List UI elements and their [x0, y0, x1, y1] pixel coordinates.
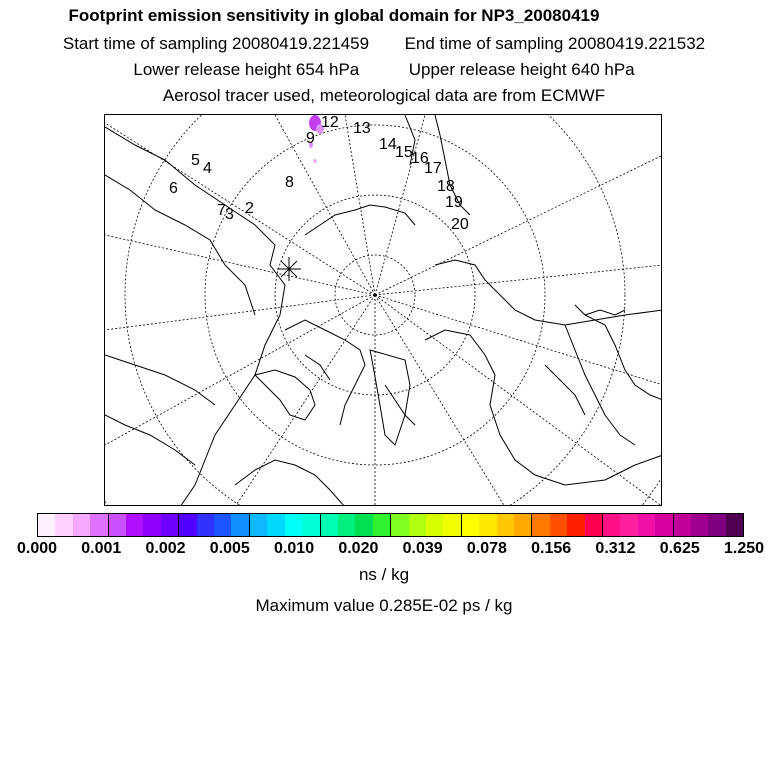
colorbar-cell	[691, 514, 708, 536]
colorbar-cell	[550, 514, 567, 536]
colorbar-cell	[285, 514, 302, 536]
colorbar-unit: ns / kg	[358, 565, 410, 584]
lower-release-height: Lower release height 654 hPa	[133, 60, 360, 79]
figure-title: Footprint emission sensitivity in global domain for NP3_20080419	[68, 6, 600, 25]
label-6: 6	[169, 180, 178, 197]
colorbar-tick-label: 0.156	[531, 540, 572, 557]
coastlines	[105, 115, 662, 506]
colorbar-tick-label: 1.250	[723, 540, 765, 557]
label-20: 20	[451, 216, 469, 233]
colorbar-cell	[355, 514, 372, 536]
upper-release-height: Upper release height 640 hPa	[408, 60, 635, 79]
label-4: 4	[203, 160, 212, 177]
label-15: 15	[395, 144, 413, 161]
colorbar-cell	[674, 514, 691, 536]
label-14: 14	[379, 136, 397, 153]
colorbar-cell	[708, 514, 725, 536]
colorbar-tick-label: 0.000	[16, 540, 58, 557]
colorbar-tick-labels	[0, 540, 768, 560]
colorbar-cell	[443, 514, 461, 536]
release-point-marker	[277, 257, 301, 281]
colorbar-cell	[126, 514, 143, 536]
colorbar-tick-label: 0.002	[145, 540, 186, 557]
colorbar-tick-label: 0.625	[659, 540, 700, 557]
colorbar-cell	[726, 514, 743, 536]
colorbar-cell	[567, 514, 584, 536]
colorbar-cell	[267, 514, 284, 536]
colorbar-tick-label: 0.039	[402, 540, 443, 557]
colorbar-cell	[231, 514, 249, 536]
maximum-value: Maximum value 0.285E-02 ps / kg	[255, 596, 513, 615]
colorbar-cell	[373, 514, 391, 536]
label-16: 16	[411, 150, 429, 167]
colorbar-cell	[338, 514, 355, 536]
label-19: 19	[445, 194, 463, 211]
colorbar-cell	[409, 514, 426, 536]
colorbar-cell	[197, 514, 214, 536]
label-13: 13	[353, 120, 371, 137]
colorbar-cell	[585, 514, 603, 536]
tracer-info: Aerosol tracer used, meteorological data are from ECMWF	[162, 86, 606, 105]
label-5: 5	[191, 152, 200, 169]
polar-stereographic-map	[104, 114, 662, 506]
colorbar-tick-label: 0.005	[209, 540, 250, 557]
colorbar-cell	[497, 514, 514, 536]
label-2: 2	[245, 200, 254, 217]
colorbar-cell	[38, 514, 55, 536]
colorbar-cell	[462, 514, 479, 536]
colorbar-cell	[514, 514, 532, 536]
end-time: End time of sampling 20080419.221532	[404, 34, 706, 53]
label-18: 18	[437, 178, 455, 195]
label-9: 9	[306, 130, 315, 147]
colorbar-cell	[302, 514, 320, 536]
colorbar-cell	[426, 514, 443, 536]
colorbar-cell	[391, 514, 408, 536]
map-canvas	[105, 115, 662, 506]
colorbar-tick-label: 0.020	[338, 540, 379, 557]
colorbar-cell	[655, 514, 673, 536]
colorbar-cell	[603, 514, 620, 536]
colorbar-tick-label: 0.010	[274, 540, 315, 557]
colorbar-cell	[214, 514, 231, 536]
release-heights	[0, 60, 768, 80]
label-8: 8	[285, 174, 294, 191]
graticule	[105, 115, 662, 506]
label-12: 12	[321, 115, 339, 131]
colorbar-cell	[321, 514, 338, 536]
colorbar-cell	[55, 514, 72, 536]
colorbar-cell	[479, 514, 496, 536]
colorbar	[37, 513, 744, 537]
colorbar-cell	[250, 514, 267, 536]
colorbar-cell	[620, 514, 637, 536]
colorbar-tick-label: 0.312	[595, 540, 636, 557]
start-time: Start time of sampling 20080419.221459	[62, 34, 370, 53]
colorbar-tick-label: 0.078	[466, 540, 507, 557]
colorbar-cell	[532, 514, 549, 536]
colorbar-cell	[143, 514, 160, 536]
colorbar-cell	[73, 514, 90, 536]
colorbar-cell	[161, 514, 179, 536]
label-3: 3	[225, 206, 234, 223]
label-7: 7	[217, 202, 226, 219]
colorbar-cell	[90, 514, 108, 536]
label-17: 17	[424, 160, 442, 177]
colorbar-tick-label: 0.001	[81, 540, 122, 557]
colorbar-cell	[638, 514, 655, 536]
sampling-times	[0, 34, 768, 54]
colorbar-cell	[109, 514, 126, 536]
colorbar-cell	[179, 514, 196, 536]
